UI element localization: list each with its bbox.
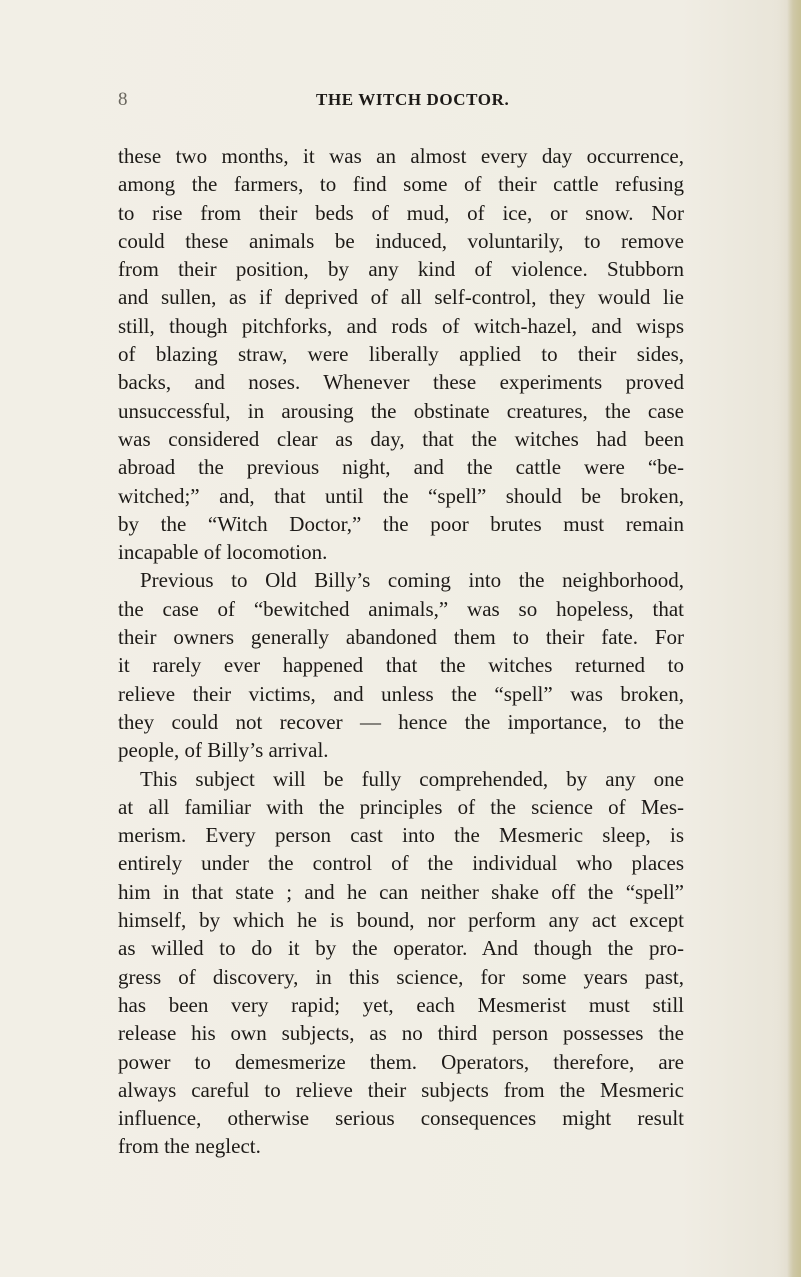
paragraph [118, 566, 684, 764]
text-line: people, of Billy’s arrival. [118, 738, 329, 763]
page-number: 8 [118, 89, 128, 110]
text-line: could these animals be induced, voluntarily, to remove [118, 228, 684, 253]
text-line: among the farmers, to find some of their cattle refusing [118, 172, 684, 197]
text-line: was considered clear as day, that the witches had been [118, 426, 684, 451]
text-line: This subject will be fully comprehended, by any one [140, 766, 684, 791]
text-line: to rise from their beds of mud, of ice, or snow. Nor [118, 200, 684, 225]
page-edge [787, 0, 801, 1277]
text-line: and sullen, as if deprived of all self-control, they would lie [118, 285, 684, 310]
text-line: as willed to do it by the operator. And though the pro- [118, 936, 684, 961]
paragraph [118, 142, 684, 566]
paragraph [118, 765, 684, 1161]
body-text [118, 142, 684, 1161]
text-line: witched;” and, that until the “spell” should be broken, [118, 483, 684, 508]
text-line: always careful to relieve their subjects from the Mesmeric [118, 1077, 684, 1102]
text-line: entirely under the control of the individual who places [118, 851, 684, 876]
text-line: these two months, it was an almost every day occurrence, [118, 144, 684, 168]
text-line: influence, otherwise serious consequences might result [118, 1106, 684, 1131]
text-line: release his own subjects, as no third person possesses the [118, 1021, 684, 1046]
text-line: the case of “bewitched animals,” was so hopeless, that [118, 596, 684, 621]
text-line: incapable of locomotion. [118, 540, 328, 565]
text-line: him in that state ; and he can neither shake off the “spell” [118, 879, 684, 904]
text-line: by the “Witch Doctor,” the poor brutes must remain [118, 511, 684, 536]
running-head: THE WITCH DOCTOR. [316, 90, 510, 109]
text-line: Previous to Old Billy’s coming into the neighborhood, [140, 568, 684, 593]
text-line: has been very rapid; yet, each Mesmerist must still [118, 992, 684, 1017]
text-line: unsuccessful, in arousing the obstinate creatures, the case [118, 398, 684, 423]
text-line: they could not recover — hence the importance, to the [118, 709, 684, 734]
text-line: at all familiar with the principles of the science of Mes- [118, 794, 684, 819]
text-line: of blazing straw, were liberally applied to their sides, [118, 342, 684, 367]
page-header [118, 89, 684, 115]
text-line: from their position, by any kind of violence. Stubborn [118, 257, 684, 282]
text-line: from the neglect. [118, 1134, 261, 1159]
text-line: it rarely ever happened that the witches returned to [118, 653, 684, 678]
text-line: gress of discovery, in this science, for some years past, [118, 964, 684, 989]
text-line: abroad the previous night, and the cattle were “be- [118, 455, 684, 480]
text-line: their owners generally abandoned them to their fate. For [118, 625, 684, 650]
text-line: backs, and noses. Whenever these experiments proved [118, 370, 684, 395]
text-line: still, though pitchforks, and rods of witch-hazel, and wisps [118, 313, 684, 338]
text-line: himself, by which he is bound, nor perform any act except [118, 908, 684, 933]
text-line: merism. Every person cast into the Mesmeric sleep, is [118, 823, 684, 848]
text-line: relieve their victims, and unless the “spell” was broken, [118, 681, 684, 706]
text-line: power to demesmerize them. Operators, therefore, are [118, 1049, 684, 1074]
